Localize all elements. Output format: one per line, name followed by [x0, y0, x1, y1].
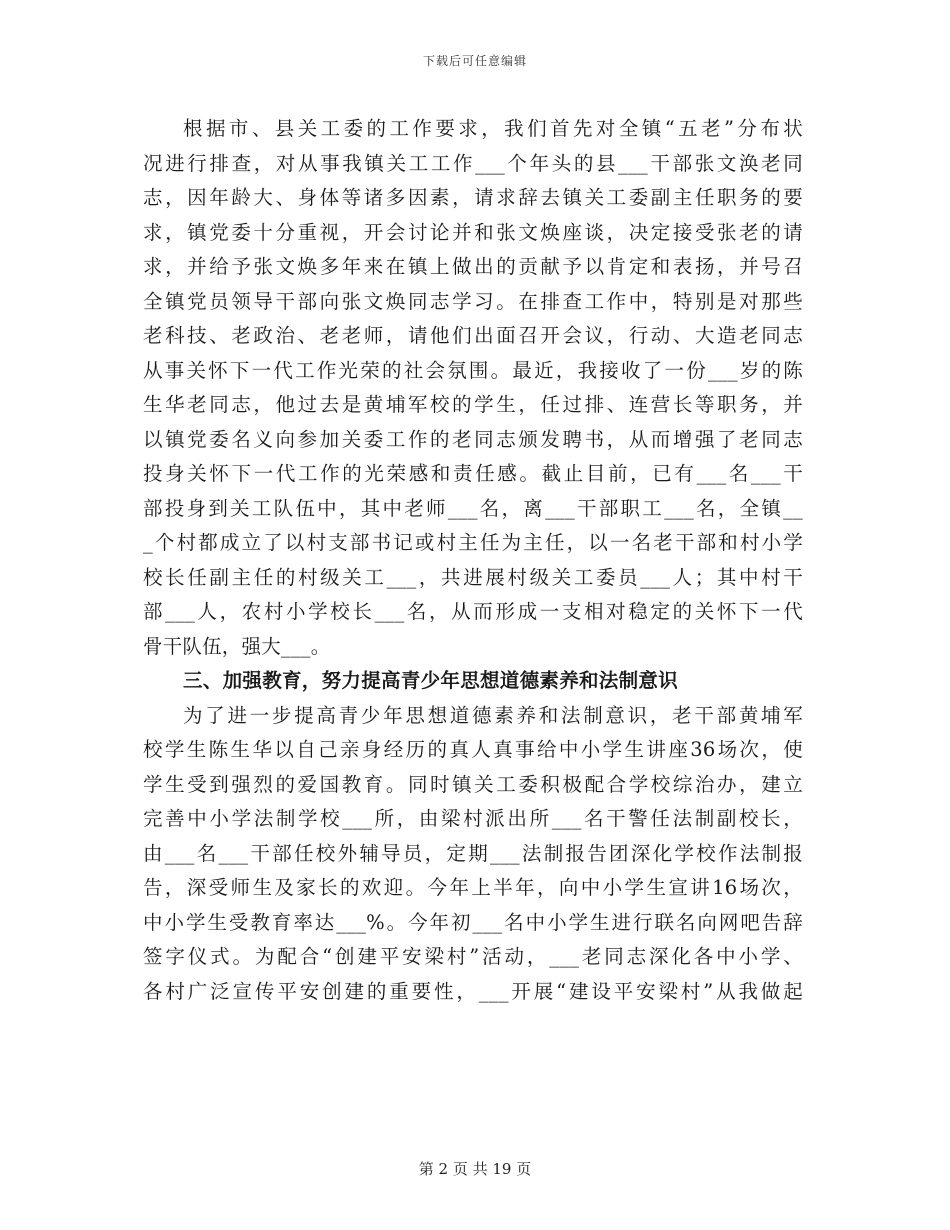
page-number: 第 2 页 共 19 页: [418, 1160, 532, 1178]
text-line: 老科技、老政治、老老师，请他们出面召开会议，行动、大造老同志: [143, 324, 803, 347]
page-header: 下载后可任意编辑: [422, 54, 527, 68]
text-line: 由___名___干部任校外辅导员，定期___法制报告团深化学校作法制报: [143, 841, 803, 865]
paragraph: [143, 112, 803, 664]
text-line: 为了进一步提高青少年思想道德素养和法制意识，老干部黄埔军: [183, 703, 803, 727]
text-line: 求，镇党委十分重视，开会讨论并和张文焕座谈，决定接受张老的请: [143, 220, 803, 244]
text-line: 告，深受师生及家长的欢迎。今年上半年，向中小学生宣讲16场次，: [143, 876, 803, 899]
text-line: 中小学生受教育率达___%。今年初___名中小学生进行联名向网吧告辞: [143, 910, 803, 934]
text-line: 况进行排查，对从事我镇关工工作___个年头的县___干部张文涣老同: [143, 151, 803, 175]
document-body: [143, 112, 803, 1009]
text-line: _个村都成立了以村支部书记或村主任为主任，以一名老干部和村小学: [143, 531, 803, 554]
text-line: 生华老同志，他过去是黄埔军校的学生，任过排、连营长等职务，并: [143, 393, 803, 416]
text-line: 各村广泛宣传平安创建的重要性，___开展“建设平安梁村”从我做起: [143, 979, 803, 1003]
section-heading: 三、加强教育，努力提高青少年思想道德素养和法制意识: [183, 669, 679, 692]
text-line: 以镇党委名义向参加关委工作的老同志颁发聘书，从而增强了老同志: [143, 427, 803, 451]
text-line: 学生受到强烈的爱国教育。同时镇关工委积极配合学校综治办，建立: [143, 772, 803, 796]
text-line: 校长任副主任的村级关工___，共进展村级关工委员___人；其中村干: [143, 565, 803, 589]
text-line: 投身关怀下一代工作的光荣感和责任感。截止目前，已有___名___干: [143, 462, 803, 485]
text-line: 完善中小学法制学校___所，由梁村派出所___名干警任法制副校长，: [143, 807, 803, 830]
text-line: 部___人，农村小学校长___名，从而形成一支相对稳定的关怀下一代: [143, 600, 803, 623]
text-line: 全镇党员领导干部向张文焕同志学习。在排查工作中，特别是对那些: [143, 289, 803, 313]
text-line: 骨干队伍，强大___。: [143, 634, 331, 658]
text-line: 签字仪式。为配合“创建平安梁村”活动，___老同志深化各中小学、: [143, 945, 803, 968]
text-line: 校学生陈生华以自己亲身经历的真人真事给中小学生讲座36场次，使: [143, 738, 803, 761]
text-line: 根据市、县关工委的工作要求，我们首先对全镇“五老”分布状: [183, 117, 803, 140]
text-line: 部投身到关工队伍中，其中老师___名，离___干部职工___名，全镇__: [143, 496, 803, 520]
text-line: 求，并给予张文焕多年来在镇上做出的贡献予以肯定和表扬，并号召: [143, 255, 803, 278]
text-line: 志，因年龄大、身体等诸多因素，请求辞去镇关工委副主任职务的要: [143, 186, 803, 209]
paragraph: [143, 699, 803, 1010]
text-line: 从事关怀下一代工作光荣的社会氛围。最近，我接收了一份___岁的陈: [143, 358, 803, 382]
